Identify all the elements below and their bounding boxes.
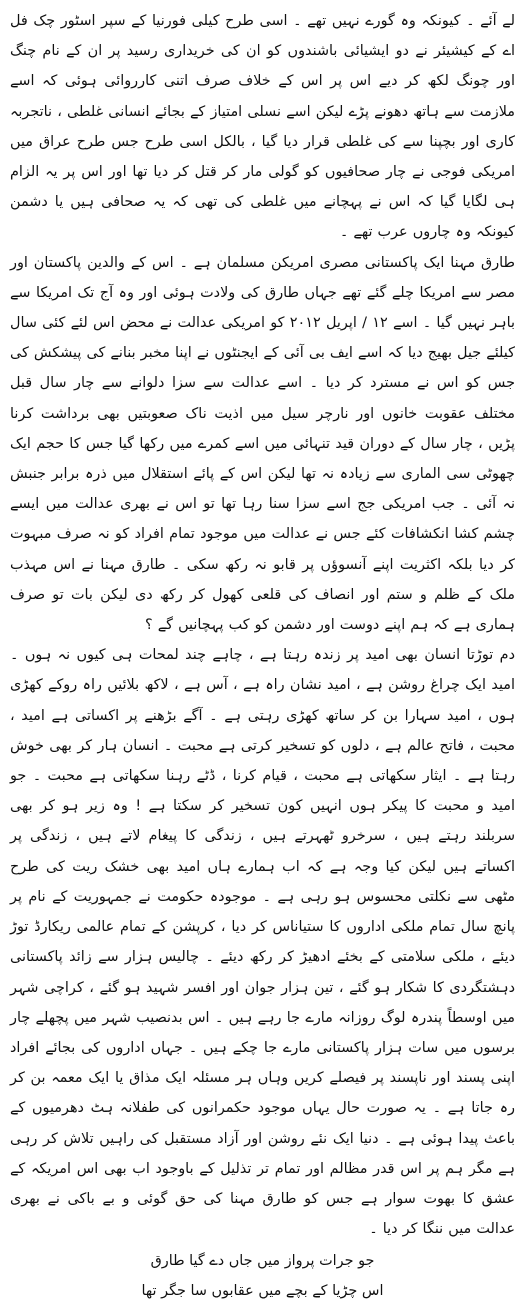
- article-paragraph: لے آئے ۔ کیونکہ وہ گورے نہیں تھے ۔ اسی طرح کیلی فورنیا کے سپر اسٹور چک فل اے کے کیشیئر نے دو ایشیائی باشندوں کو ان کی خریداری رسید پر ان کے نام چنگ اور چونگ لکھ کر دیے اس پر اس کے خلاف صرف اتنی کارروائی ہوئی کہ اسے ملازمت سے ہاتھ دھونے پڑے لیکن اسے نسلی امتیاز کے بجائے انسانی غلطی ، ناتجربہ کاری اور بچپنا سے کی غلطی قرار دیا گیا ، بالکل اسی طرح جس طرح عراق میں امریکی فوجی نے چار صحافیوں کو گولی مار کر قتل کر دیا تھا اور اس پر یہ الزام ہی لگایا گیا کہ اس نے پہچانے میں غلطی کی تھی کہ یہ صحافی ہیں یا دشمن کیونکہ وہ چاروں عرب تھے ۔: [10, 13, 515, 241]
- closing-couplet: [10, 1246, 515, 1306]
- couplet-line: اس چڑیا کے بچے میں عقابوں سا جگر تھا: [141, 1283, 384, 1300]
- article-paragraph: دم توڑتا انسان بھی امید پر زندہ رہتا ہے ، چاہے چند لمحات ہی کیوں نہ ہوں ۔ امید ایک چراغ روشن ہے ، امید نشان راہ ہے ، آس ہے ، لاکھ بلائیں راہ روکے کھڑی ہوں ، امید سہارا بن کر ساتھ کھڑی رہتی ہے ۔ آگے بڑھنے پر اکساتی ہے امید ، محبت ، فاتح عالم ہے ، دلوں کو تسخیر کرتی ہے محبت ۔ انسان ہار کر بھی خوش رہتا ہے ۔ ایثار سکھاتی ہے محبت ، قیام کرنا ، ڈٹے رہنا سکھاتی ہے محبت ۔ جو امید و محبت کا پیکر ہوں انہیں کون تسخیر کر سکتا ہے ! وہ زیر ہو کر بھی سربلند رہتے ہیں ، سرخرو ٹھہرتے ہیں ، زندگی کا پیغام لاتے ہیں ، زندگی پر اکساتے ہیں لیکن کیا وجہ ہے کہ اب ہمارے ہاں امید بھی خشک ریت کی طرح مٹھی سے نکلتی محسوس ہو رہی ہے ۔ موجودہ حکومت نے جمہوریت کے نام پر پانچ سال تمام ملکی اداروں کا ستیاناس کر دیا ، کرپشن کے تمام عالمی ریکارڈ توڑ دیئے ، ملکی سلامتی کے بخئے ادھیڑ کر رکھ دیئے ۔ چالیس ہزار سے زائد پاکستانی دہشتگردی کا شکار ہو گئے ، تین ہزار جوان اور افسر شہید ہو گئے ، کراچی شہر میں اوسطاً پندرہ لوگ روزانہ مارے جا رہے ہیں ۔ اس بدنصیب شہر میں پچھلے چار برسوں میں سات ہزار پاکستانی مارے جا چکے ہیں ۔ جہاں اداروں کی بجائے افراد اپنی پسند اور ناپسند پر فیصلے کریں وہاں ہر مسئلہ ایک مذاق یا ایک معمہ بن کر رہ جاتا ہے ۔ یہ صورت حال یہاں موجود حکمرانوں کی طفلانہ ہٹ دھرمیوں کے باعث پیدا ہوئی ہے ۔ دنیا ایک نئے روشن اور آزاد مستقبل کی راہیں تلاش کر رہی ہے مگر ہم پر اس قدر مظالم اور تمام تر تذلیل کے باوجود اب بھی اس امریکہ کے عشق کا بھوت سوار ہے جس کو طارق مہنا کی حق گوئی و بے باکی نے بھری عدالت میں ننگا کر دیا ۔: [10, 647, 515, 1238]
- article-paragraph: طارق مہنا ایک پاکستانی مصری امریکن مسلمان ہے ۔ اس کے والدین پاکستان اور مصر سے امریکا چلے گئے تھے جہاں طارق کی ولادت ہوئی اور وہ آج تک امریکا سے باہر نہیں گیا ۔ اسے ۱۲ / اپریل ۲۰۱۲ کو امریکی عدالت نے محض اس لئے کئی سال کیلئے جیل بھیج دیا کہ اسے ایف بی آئی کے ایجنٹوں نے اپنا مخبر بنانے کی پیشکش کی جس کو اس نے مسترد کر دیا ۔ اسے عدالت سے سزا دلوانے سے چار سال قبل مختلف عقوبت خانوں اور نارچر سیل میں اذیت ناک صعوبتیں بھی برداشت کرنا پڑیں ، چار سال کے دوران قید تنہائی میں اسے کمرے میں رکھا گیا جس کا حجم ایک چھوٹی سی الماری سے زیادہ نہ تھا لیکن اس کے پائے استقلال میں ذرہ برابر جنبش نہ آئی ۔ جب امریکی جج اسے سزا سنا رہا تھا تو اس نے بھری عدالت میں ایسے چشم کشا انکشافات کئے جس نے عدالت میں موجود تمام افراد کو نہ صرف مبہوت کر دیا بلکہ اکثریت اپنے آنسوؤں پر قابو نہ رکھ سکی ۔ طارق مہنا نے اس مہذب ملک کے ظلم و ستم اور انصاف کی قلعی کھول کر رکھ دی لیکن بات تو صرف ہماری ہے کہ ہم اپنے دوست اور دشمن کو کب پہچانیں گے ؟: [10, 254, 516, 634]
- couplet-line: جو جرات پرواز میں جاں دے گیا طارق: [150, 1253, 375, 1270]
